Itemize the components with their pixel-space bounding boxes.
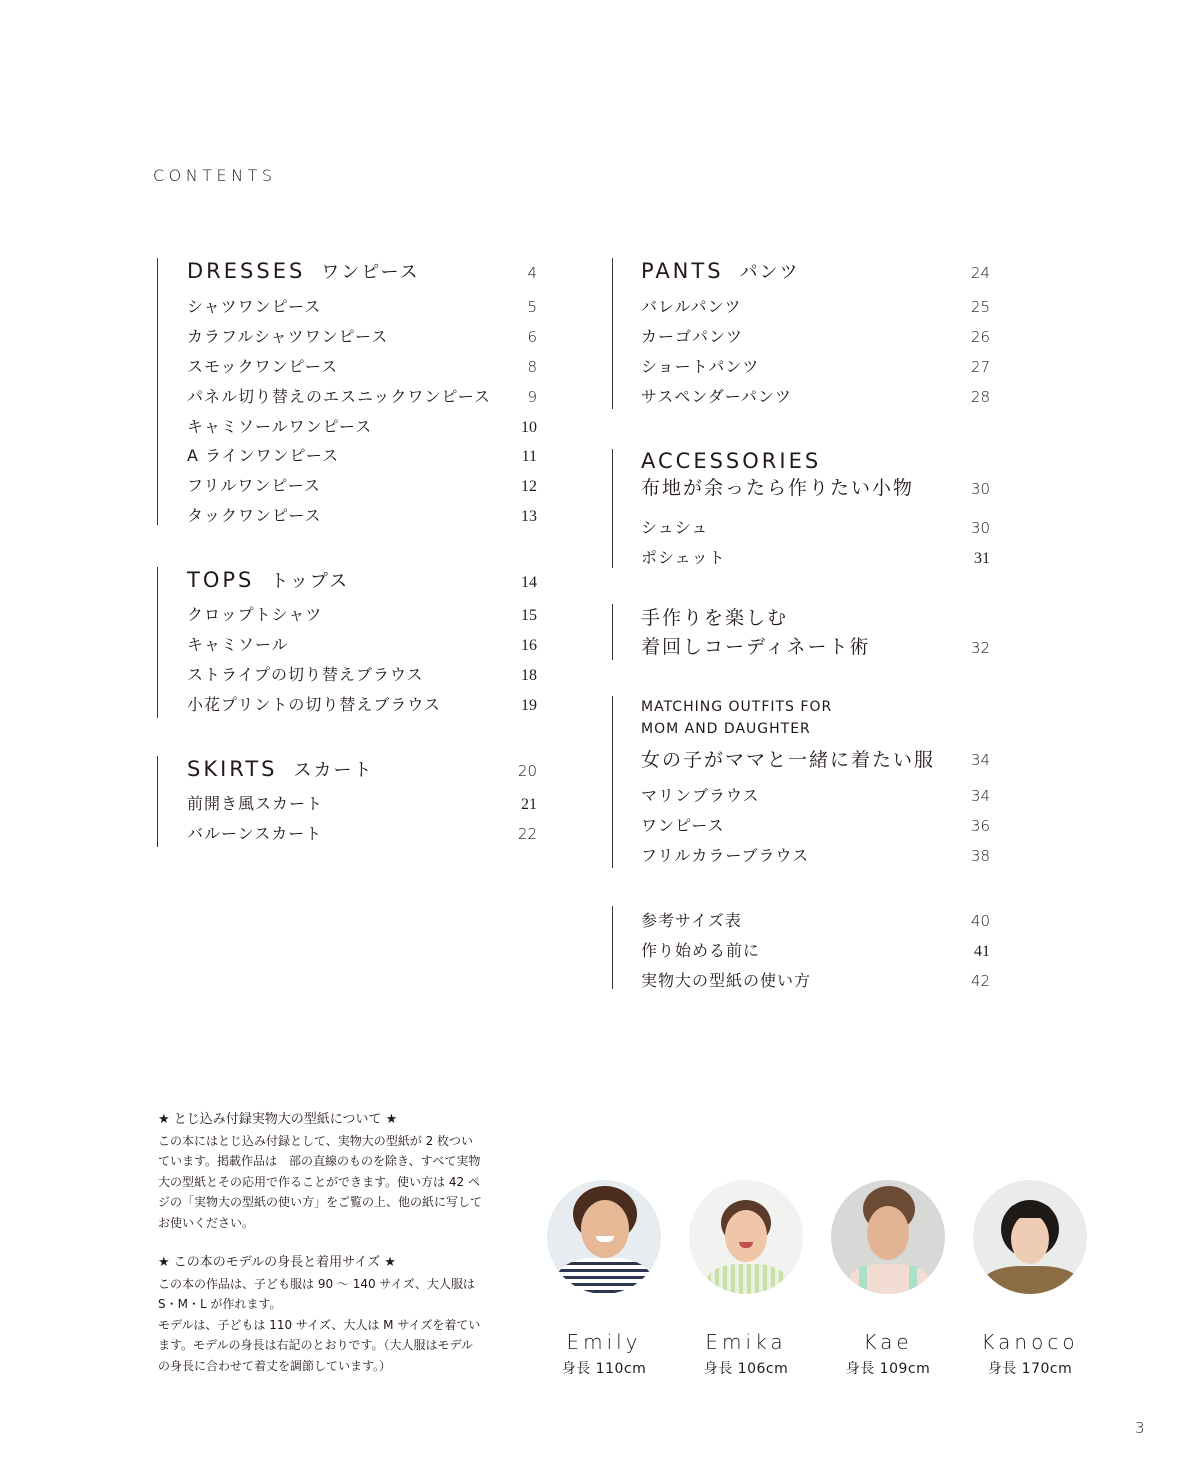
toc-item[interactable] bbox=[641, 966, 990, 996]
contents-title: CONTENTS bbox=[153, 166, 277, 185]
toc-item[interactable] bbox=[187, 441, 537, 471]
section-skirts bbox=[157, 756, 537, 847]
coordinate-title-line2: 着回しコーディネート術 bbox=[641, 636, 871, 658]
page-folio: 3 bbox=[1135, 1419, 1145, 1437]
section-title-en: DRESSES bbox=[187, 259, 306, 283]
toc-item[interactable] bbox=[641, 936, 990, 966]
page-number: 34 bbox=[970, 787, 990, 805]
toc-item[interactable] bbox=[641, 811, 990, 841]
model-photo-emily bbox=[547, 1180, 661, 1294]
page-number: 24 bbox=[970, 264, 990, 282]
section-dresses bbox=[157, 258, 537, 525]
section-coordinate[interactable] bbox=[612, 604, 990, 660]
toc-item[interactable] bbox=[641, 906, 990, 936]
page-number: 42 bbox=[970, 971, 990, 990]
section-header-pants[interactable] bbox=[641, 258, 990, 286]
model-photo-kae bbox=[831, 1180, 945, 1294]
page-number: 10 bbox=[521, 418, 537, 436]
page-number: 11 bbox=[521, 448, 537, 466]
model-height: 身長 110cm bbox=[561, 1361, 647, 1377]
page-number: 6 bbox=[527, 327, 537, 346]
model-name: Emily bbox=[566, 1330, 642, 1354]
toc-item[interactable] bbox=[641, 322, 990, 352]
item-label: シュシュ bbox=[641, 518, 709, 537]
section-title-ja: スカート bbox=[293, 760, 374, 781]
note-pattern bbox=[158, 1110, 492, 1233]
note-pattern-body: この本にはとじ込み付録として、実物大の型紙が 2 枚ついています。掲載作品は 部の直線のものを除き、すべて実物大の型紙とその応用で作ることができます。使い方は 42 ペ ジの「実物大の型紙の使い方」をご覧の上、他の紙に写してお使いください。 bbox=[158, 1133, 492, 1230]
item-label: カーゴパンツ bbox=[641, 326, 744, 346]
section-matching bbox=[612, 696, 990, 868]
coordinate-title-line1: 手作りを楽しむ bbox=[641, 607, 789, 629]
toc-item[interactable] bbox=[187, 322, 537, 352]
item-label: フリルカラーブラウス bbox=[641, 845, 810, 865]
toc-item[interactable] bbox=[641, 543, 990, 573]
toc-item[interactable] bbox=[641, 841, 990, 871]
section-header-accessories[interactable] bbox=[641, 473, 990, 503]
page-number: 26 bbox=[970, 327, 990, 346]
page-number: 5 bbox=[527, 298, 537, 316]
section-header-skirts[interactable] bbox=[187, 756, 537, 784]
page-number: 28 bbox=[970, 387, 990, 406]
toc-item[interactable] bbox=[187, 382, 537, 412]
item-label: ワンピース bbox=[641, 815, 725, 835]
toc-item[interactable] bbox=[641, 292, 990, 322]
item-label: 作り始める前に bbox=[641, 940, 761, 960]
item-label: パネル切り替えのエスニックワンピース bbox=[187, 386, 491, 406]
page-number: 30 bbox=[970, 519, 990, 537]
page-number: 19 bbox=[521, 696, 537, 714]
section-header-tops[interactable] bbox=[187, 567, 537, 595]
page-number: 20 bbox=[517, 762, 537, 780]
model-kanoco bbox=[972, 1180, 1088, 1378]
section-title-en: PANTS bbox=[641, 259, 724, 283]
model-emily bbox=[546, 1180, 662, 1378]
toc-item[interactable] bbox=[187, 789, 537, 819]
section-title-en: SKIRTS bbox=[187, 757, 278, 781]
matching-title-en-2: MOM AND DAUGHTER bbox=[641, 721, 811, 737]
page-number: 34 bbox=[970, 751, 990, 769]
section-title-ja: ワンピース bbox=[321, 262, 420, 283]
toc-item[interactable] bbox=[187, 660, 537, 690]
model-emika bbox=[688, 1180, 804, 1378]
page-number: 27 bbox=[970, 357, 990, 376]
item-label: ショートパンツ bbox=[641, 356, 760, 376]
model-photo-emika bbox=[689, 1180, 803, 1294]
section-accessories bbox=[612, 449, 990, 568]
item-label: サスペンダーパンツ bbox=[641, 386, 792, 406]
toc-item[interactable] bbox=[187, 352, 537, 382]
section-pants bbox=[612, 258, 990, 409]
page-number: 21 bbox=[521, 796, 537, 813]
page-number: 30 bbox=[970, 480, 990, 498]
page-number: 25 bbox=[970, 298, 990, 316]
section-title-en: TOPS bbox=[187, 568, 255, 592]
page-number: 12 bbox=[521, 478, 537, 496]
model-name: Kanoco bbox=[981, 1330, 1079, 1354]
page-number: 40 bbox=[970, 912, 990, 930]
page-number: 4 bbox=[527, 264, 537, 282]
item-label: マリンブラウス bbox=[641, 786, 760, 805]
page-number: 16 bbox=[521, 636, 537, 654]
toc-item[interactable] bbox=[641, 781, 990, 811]
item-label: 前開き風スカート bbox=[187, 794, 324, 813]
model-height: 身長 109cm bbox=[845, 1361, 931, 1377]
note-models-title: ★ この本のモデルの身長と着用サイズ ★ bbox=[158, 1255, 396, 1270]
model-photo-kanoco bbox=[973, 1180, 1087, 1294]
model-name: Emika bbox=[705, 1330, 787, 1354]
item-label: クロップトシャツ bbox=[187, 605, 323, 624]
section-title-ja: 女の子がママと一緒に着たい服 bbox=[641, 749, 936, 771]
item-label: ポシェット bbox=[641, 547, 726, 567]
note-models bbox=[158, 1253, 483, 1376]
toc-item[interactable] bbox=[187, 471, 537, 501]
model-height: 身長 106cm bbox=[703, 1361, 789, 1377]
page-number: 36 bbox=[970, 816, 990, 835]
item-label: キャミソール bbox=[187, 634, 289, 654]
section-title-ja: パンツ bbox=[739, 262, 800, 283]
page-number: 31 bbox=[974, 549, 990, 567]
note-models-body-2: モデルは、子どもは 110 サイズ、大人は M サイズを着ています。モデルの身長は右記のとおりです。（大人服はモデルの身長に合わせて着丈を調節しています。） bbox=[158, 1317, 481, 1373]
item-label: スモックワンピース bbox=[187, 356, 339, 376]
section-reference bbox=[612, 906, 990, 989]
page-number: 15 bbox=[521, 607, 537, 624]
item-label: タックワンピース bbox=[187, 506, 322, 526]
page-number: 32 bbox=[970, 639, 990, 657]
page-number: 18 bbox=[521, 666, 537, 684]
section-title-en: ACCESSORIES bbox=[641, 449, 822, 473]
item-label: 小花プリントの切り替えブラウス bbox=[187, 694, 441, 714]
note-models-body-1: この本の作品は、子ども服は 90 ～ 140 サイズ、大人服は S・M・L が作れます。 bbox=[158, 1276, 475, 1311]
page-number: 14 bbox=[521, 574, 537, 591]
toc-item[interactable] bbox=[187, 412, 537, 442]
toc-item[interactable] bbox=[187, 819, 537, 849]
model-name: Kae bbox=[863, 1330, 913, 1354]
section-header-matching[interactable] bbox=[641, 742, 990, 778]
toc-item[interactable] bbox=[641, 352, 990, 382]
page-number: 8 bbox=[527, 357, 537, 376]
matching-title-en-1: MATCHING OUTFITS FOR bbox=[641, 699, 833, 715]
page-number: 38 bbox=[970, 846, 990, 865]
toc-item[interactable] bbox=[187, 630, 537, 660]
item-label: バレルパンツ bbox=[641, 297, 742, 316]
item-label: バルーンスカート bbox=[187, 823, 323, 843]
toc-item[interactable] bbox=[187, 292, 537, 322]
page-number: 9 bbox=[527, 387, 537, 406]
note-pattern-title: ★ とじ込み付録実物大の型紙について ★ bbox=[158, 1112, 398, 1127]
item-label: 参考サイズ表 bbox=[641, 911, 742, 930]
page-number: 41 bbox=[974, 942, 990, 960]
item-label: キャミソールワンピース bbox=[187, 416, 373, 436]
toc-item[interactable] bbox=[187, 501, 537, 531]
toc-item[interactable] bbox=[187, 690, 537, 720]
section-title-ja: 布地が余ったら作りたい小物 bbox=[641, 477, 915, 499]
section-header-dresses[interactable] bbox=[187, 258, 537, 286]
model-height: 身長 170cm bbox=[987, 1361, 1073, 1377]
item-label: カラフルシャツワンピース bbox=[187, 326, 389, 346]
item-label: 実物大の型紙の使い方 bbox=[641, 970, 812, 990]
item-label: シャツワンピース bbox=[187, 297, 322, 316]
item-label: ストライプの切り替えブラウス bbox=[187, 664, 424, 684]
item-label: A ラインワンピース bbox=[187, 446, 340, 466]
toc-item[interactable] bbox=[641, 382, 990, 412]
model-kae bbox=[830, 1180, 946, 1378]
toc-item[interactable] bbox=[641, 513, 990, 543]
toc-item[interactable] bbox=[187, 600, 537, 630]
page-number: 13 bbox=[521, 508, 537, 526]
item-label: フリルワンピース bbox=[187, 476, 321, 496]
section-title-ja: トップス bbox=[270, 571, 350, 592]
section-tops bbox=[157, 567, 537, 718]
page-number: 22 bbox=[517, 824, 537, 843]
